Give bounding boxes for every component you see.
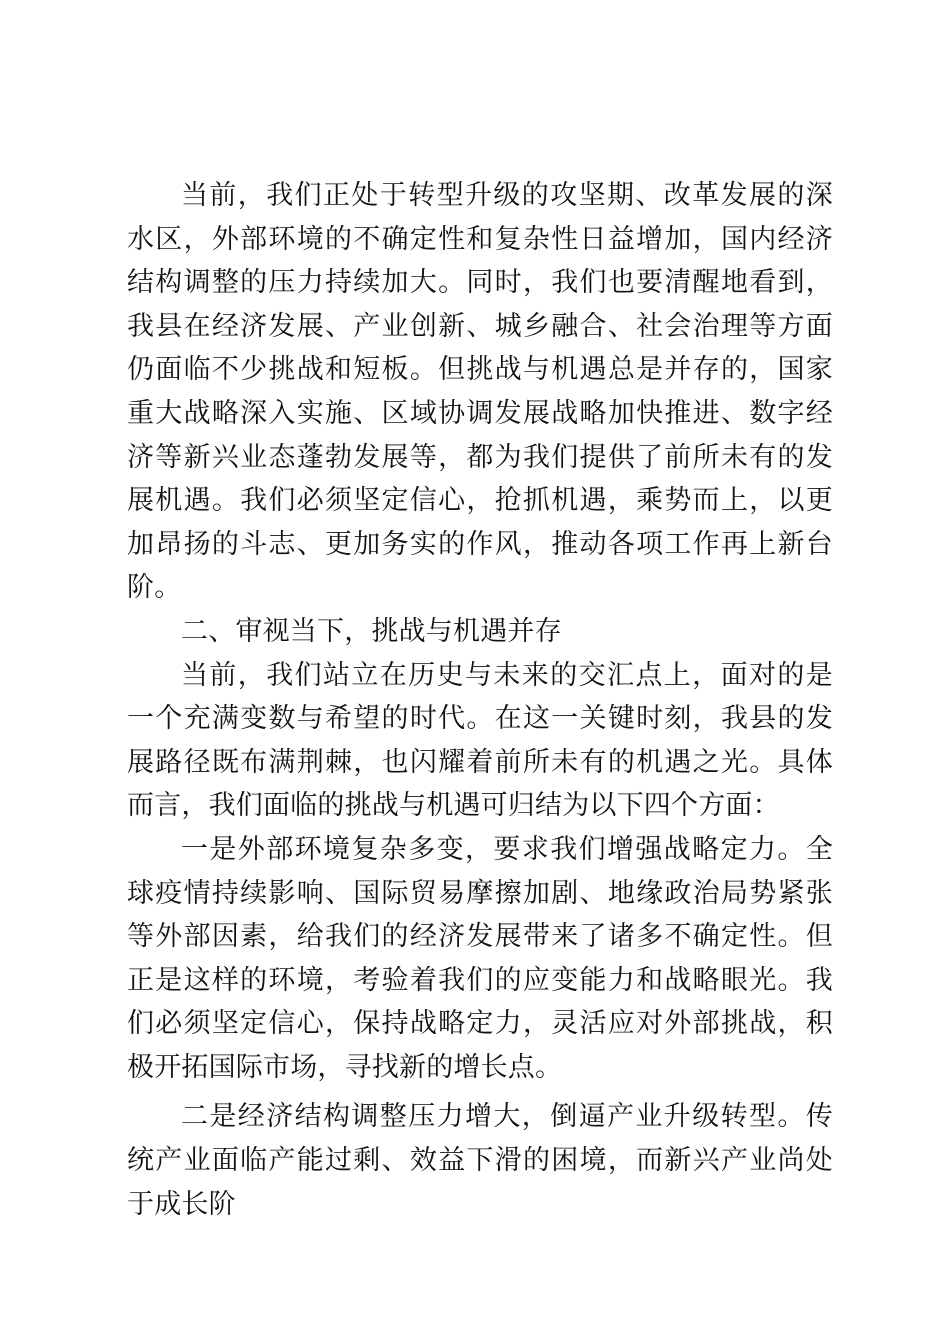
document-body [127, 174, 833, 1226]
paragraph-point-two: 二是经济结构调整压力增大，倒逼产业升级转型。传统产业面临产能过剩、效益下滑的困境，而新兴产业尚处于成长阶 [127, 1101, 833, 1220]
paragraph-current-situation: 当前，我们正处于转型升级的攻坚期、改革发展的深水区，外部环境的不确定性和复杂性日益增加，国内经济结构调整的压力持续加大。同时，我们也要清醒地看到，我县在经济发展、产业创新、城乡融合、社会治理等方面仍面临不少挑战和短板。但挑战与机遇总是并存的，国家重大战略深入实施、区域协调发展战略加快推进、数字经济等新兴业态蓬勃发展等，都为我们提供了前所未有的发展机遇。我们必须坚定信心，抢抓机遇，乘势而上，以更加昂扬的斗志、更加务实的作风，推动各项工作再上新台阶。 [127, 180, 833, 604]
paragraph-point-one: 一是外部环境复杂多变，要求我们增强战略定力。全球疫情持续影响、国际贸易摩擦加剧、地缘政治局势紧张等外部因素，给我们的经济发展带来了诸多不确定性。但正是这样的环境，考验着我们的应变能力和战略眼光。我们必须坚定信心，保持战略定力，灵活应对外部挑战，积极开拓国际市场，寻找新的增长点。 [127, 833, 833, 1083]
section-heading-2: 二、审视当下，挑战与机遇并存 [181, 615, 562, 647]
paragraph-challenges-intro: 当前，我们站立在历史与未来的交汇点上，面对的是一个充满变数与希望的时代。在这一关键时刻，我县的发展路径既布满荆棘，也闪耀着前所未有的机遇之光。具体而言，我们面临的挑战与机遇可归结为以下四个方面： [127, 659, 833, 822]
